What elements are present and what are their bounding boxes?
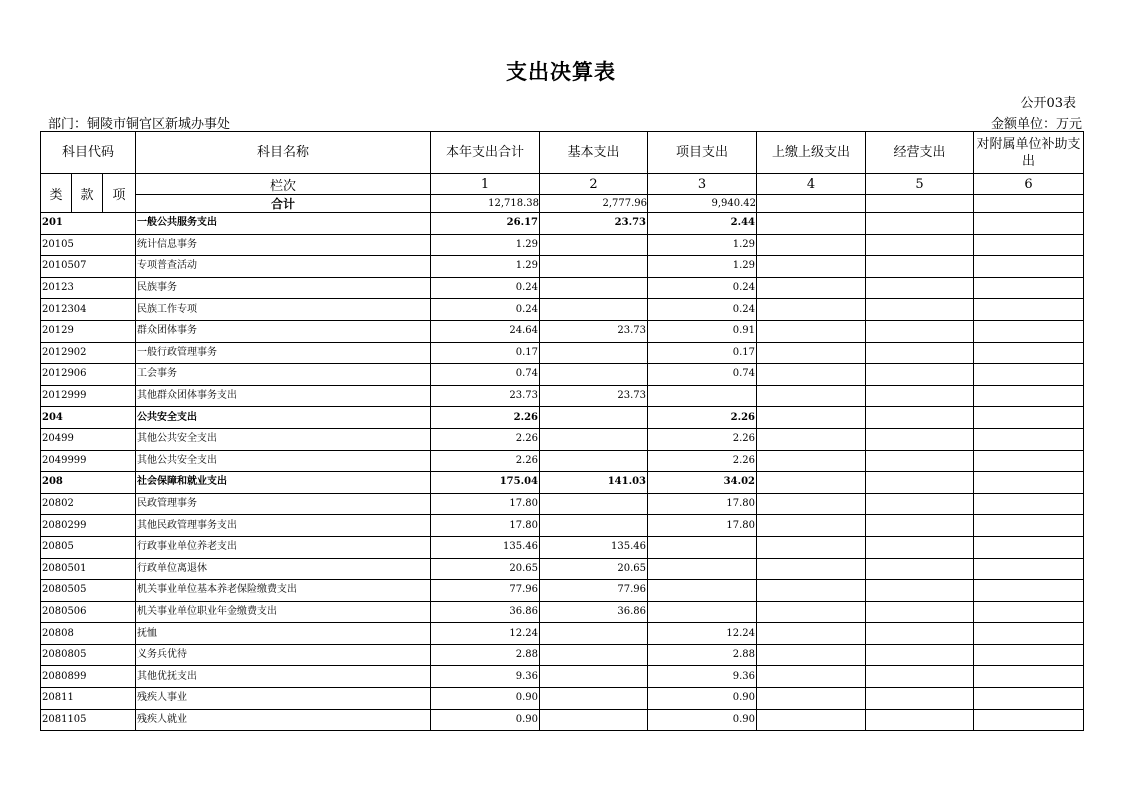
row-name: 公共安全支出 bbox=[136, 407, 431, 429]
row-subsidy bbox=[974, 644, 1084, 666]
row-basic bbox=[540, 342, 648, 364]
table-row bbox=[41, 213, 1084, 235]
row-total: 2.88 bbox=[431, 644, 540, 666]
row-upper bbox=[757, 709, 866, 731]
table-row bbox=[41, 493, 1084, 515]
row-business bbox=[866, 234, 974, 256]
page-title: 支出决算表 bbox=[506, 60, 616, 84]
row-project: 34.02 bbox=[648, 472, 757, 494]
row-business bbox=[866, 536, 974, 558]
row-upper bbox=[757, 472, 866, 494]
row-upper bbox=[757, 428, 866, 450]
row-total: 1.29 bbox=[431, 234, 540, 256]
row-upper bbox=[757, 256, 866, 278]
row-total: 17.80 bbox=[431, 493, 540, 515]
row-basic bbox=[540, 277, 648, 299]
row-name: 一般公共服务支出 bbox=[136, 213, 431, 235]
row-name: 其他公共安全支出 bbox=[136, 450, 431, 472]
row-name: 统计信息事务 bbox=[136, 234, 431, 256]
row-total: 0.74 bbox=[431, 364, 540, 386]
row-business bbox=[866, 342, 974, 364]
row-code: 2080501 bbox=[41, 558, 136, 580]
row-name: 行政单位离退休 bbox=[136, 558, 431, 580]
row-basic bbox=[540, 407, 648, 429]
row-code: 2080299 bbox=[41, 515, 136, 537]
row-business bbox=[866, 320, 974, 342]
table-row bbox=[41, 277, 1084, 299]
row-code: 2012999 bbox=[41, 385, 136, 407]
row-business bbox=[866, 580, 974, 602]
row-total: 0.24 bbox=[431, 299, 540, 321]
row-code: 2081105 bbox=[41, 709, 136, 731]
row-project: 0.90 bbox=[648, 709, 757, 731]
row-code: 20499 bbox=[41, 428, 136, 450]
row-subsidy bbox=[974, 558, 1084, 580]
header-name: 科目名称 bbox=[136, 132, 431, 174]
row-business bbox=[866, 385, 974, 407]
row-name: 民族事务 bbox=[136, 277, 431, 299]
row-code: 20805 bbox=[41, 536, 136, 558]
row-business bbox=[866, 623, 974, 645]
row-project: 0.24 bbox=[648, 277, 757, 299]
row-name: 民政管理事务 bbox=[136, 493, 431, 515]
row-name: 群众团体事务 bbox=[136, 320, 431, 342]
row-subsidy bbox=[974, 493, 1084, 515]
col-index: 1 bbox=[431, 174, 540, 195]
col-index: 3 bbox=[648, 174, 757, 195]
row-name: 抚恤 bbox=[136, 623, 431, 645]
row-name: 民族工作专项 bbox=[136, 299, 431, 321]
row-total: 17.80 bbox=[431, 515, 540, 537]
header-row bbox=[41, 132, 1084, 174]
row-project: 2.26 bbox=[648, 428, 757, 450]
row-total: 0.90 bbox=[431, 709, 540, 731]
row-subsidy bbox=[974, 688, 1084, 710]
row-upper bbox=[757, 407, 866, 429]
row-business bbox=[866, 450, 974, 472]
total-business bbox=[866, 195, 974, 213]
row-upper bbox=[757, 299, 866, 321]
row-code: 20811 bbox=[41, 688, 136, 710]
row-name: 一般行政管理事务 bbox=[136, 342, 431, 364]
row-project: 2.44 bbox=[648, 213, 757, 235]
row-project: 12.24 bbox=[648, 623, 757, 645]
row-code: 2012304 bbox=[41, 299, 136, 321]
row-code: 204 bbox=[41, 407, 136, 429]
row-business bbox=[866, 644, 974, 666]
row-total: 0.17 bbox=[431, 342, 540, 364]
row-code: 2012906 bbox=[41, 364, 136, 386]
total-row bbox=[41, 195, 1084, 213]
row-total: 23.73 bbox=[431, 385, 540, 407]
row-name: 其他民政管理事务支出 bbox=[136, 515, 431, 537]
row-name: 其他公共安全支出 bbox=[136, 428, 431, 450]
row-total: 175.04 bbox=[431, 472, 540, 494]
row-basic: 141.03 bbox=[540, 472, 648, 494]
row-business bbox=[866, 558, 974, 580]
row-upper bbox=[757, 601, 866, 623]
row-basic: 23.73 bbox=[540, 320, 648, 342]
table-row bbox=[41, 450, 1084, 472]
row-total: 1.29 bbox=[431, 256, 540, 278]
table-row bbox=[41, 558, 1084, 580]
row-business bbox=[866, 407, 974, 429]
table-row bbox=[41, 364, 1084, 386]
total-basic: 2,777.96 bbox=[540, 195, 648, 213]
table-row bbox=[41, 407, 1084, 429]
row-subsidy bbox=[974, 623, 1084, 645]
total-amount: 12,718.38 bbox=[431, 195, 540, 213]
row-name: 工会事务 bbox=[136, 364, 431, 386]
col-index: 5 bbox=[866, 174, 974, 195]
table-row bbox=[41, 666, 1084, 688]
row-total: 135.46 bbox=[431, 536, 540, 558]
row-basic bbox=[540, 428, 648, 450]
header-basic: 基本支出 bbox=[540, 132, 648, 174]
row-business bbox=[866, 515, 974, 537]
index-row bbox=[41, 174, 1084, 195]
row-code: 2049999 bbox=[41, 450, 136, 472]
row-basic bbox=[540, 688, 648, 710]
row-code: 2080805 bbox=[41, 644, 136, 666]
row-basic bbox=[540, 623, 648, 645]
row-subsidy bbox=[974, 385, 1084, 407]
table-row bbox=[41, 601, 1084, 623]
row-upper bbox=[757, 515, 866, 537]
row-project: 1.29 bbox=[648, 256, 757, 278]
row-basic bbox=[540, 234, 648, 256]
table-row bbox=[41, 428, 1084, 450]
row-upper bbox=[757, 623, 866, 645]
row-project: 2.88 bbox=[648, 644, 757, 666]
row-project: 1.29 bbox=[648, 234, 757, 256]
row-project: 2.26 bbox=[648, 450, 757, 472]
row-basic bbox=[540, 493, 648, 515]
row-code: 20123 bbox=[41, 277, 136, 299]
table-row bbox=[41, 299, 1084, 321]
row-basic bbox=[540, 709, 648, 731]
table-row bbox=[41, 320, 1084, 342]
row-upper bbox=[757, 320, 866, 342]
row-basic bbox=[540, 515, 648, 537]
row-business bbox=[866, 601, 974, 623]
col-index: 6 bbox=[974, 174, 1084, 195]
row-basic bbox=[540, 364, 648, 386]
row-code: 208 bbox=[41, 472, 136, 494]
row-business bbox=[866, 299, 974, 321]
row-code: 201 bbox=[41, 213, 136, 235]
row-code: 2012902 bbox=[41, 342, 136, 364]
row-project bbox=[648, 536, 757, 558]
row-business bbox=[866, 256, 974, 278]
row-upper bbox=[757, 364, 866, 386]
header-subsidy: 对附属单位补助支出 bbox=[974, 132, 1084, 174]
table-row bbox=[41, 709, 1084, 731]
row-business bbox=[866, 428, 974, 450]
row-code: 20105 bbox=[41, 234, 136, 256]
header-xiang: 项 bbox=[103, 174, 136, 213]
table-row bbox=[41, 256, 1084, 278]
row-subsidy bbox=[974, 256, 1084, 278]
row-business bbox=[866, 277, 974, 299]
row-code: 20808 bbox=[41, 623, 136, 645]
row-project: 17.80 bbox=[648, 515, 757, 537]
row-total: 24.64 bbox=[431, 320, 540, 342]
row-project: 0.90 bbox=[648, 688, 757, 710]
row-total: 2.26 bbox=[431, 407, 540, 429]
header-business: 经营支出 bbox=[866, 132, 974, 174]
total-label: 合计 bbox=[136, 195, 431, 213]
row-basic: 23.73 bbox=[540, 213, 648, 235]
row-upper bbox=[757, 536, 866, 558]
row-project bbox=[648, 385, 757, 407]
row-upper bbox=[757, 558, 866, 580]
row-basic: 36.86 bbox=[540, 601, 648, 623]
row-subsidy bbox=[974, 515, 1084, 537]
row-basic: 77.96 bbox=[540, 580, 648, 602]
row-business bbox=[866, 364, 974, 386]
header-code: 科目代码 bbox=[41, 132, 136, 174]
row-upper bbox=[757, 688, 866, 710]
row-upper bbox=[757, 666, 866, 688]
header-kuan: 款 bbox=[72, 174, 103, 213]
row-project bbox=[648, 558, 757, 580]
row-subsidy bbox=[974, 364, 1084, 386]
row-business bbox=[866, 688, 974, 710]
row-business bbox=[866, 213, 974, 235]
row-basic bbox=[540, 256, 648, 278]
row-total: 0.90 bbox=[431, 688, 540, 710]
row-name: 机关事业单位职业年金缴费支出 bbox=[136, 601, 431, 623]
row-code: 2010507 bbox=[41, 256, 136, 278]
row-upper bbox=[757, 277, 866, 299]
table-row bbox=[41, 342, 1084, 364]
row-subsidy bbox=[974, 536, 1084, 558]
row-subsidy bbox=[974, 234, 1084, 256]
header-lanci: 栏次 bbox=[136, 174, 431, 195]
department-label: 部门：铜陵市铜官区新城办事处 bbox=[48, 117, 231, 132]
row-name: 其他优抚支出 bbox=[136, 666, 431, 688]
row-upper bbox=[757, 385, 866, 407]
row-upper bbox=[757, 213, 866, 235]
row-total: 20.65 bbox=[431, 558, 540, 580]
row-subsidy bbox=[974, 666, 1084, 688]
row-subsidy bbox=[974, 213, 1084, 235]
row-basic bbox=[540, 450, 648, 472]
header-project: 项目支出 bbox=[648, 132, 757, 174]
row-project: 9.36 bbox=[648, 666, 757, 688]
row-code: 2080505 bbox=[41, 580, 136, 602]
row-business bbox=[866, 493, 974, 515]
total-subsidy bbox=[974, 195, 1084, 213]
header-lei: 类 bbox=[41, 174, 72, 213]
table-row bbox=[41, 515, 1084, 537]
row-project bbox=[648, 580, 757, 602]
row-total: 77.96 bbox=[431, 580, 540, 602]
row-subsidy bbox=[974, 580, 1084, 602]
row-basic bbox=[540, 644, 648, 666]
row-project bbox=[648, 601, 757, 623]
row-total: 12.24 bbox=[431, 623, 540, 645]
row-total: 36.86 bbox=[431, 601, 540, 623]
row-subsidy bbox=[974, 277, 1084, 299]
row-name: 机关事业单位基本养老保险缴费支出 bbox=[136, 580, 431, 602]
row-basic: 23.73 bbox=[540, 385, 648, 407]
row-basic: 135.46 bbox=[540, 536, 648, 558]
row-subsidy bbox=[974, 342, 1084, 364]
header-total: 本年支出合计 bbox=[431, 132, 540, 174]
row-upper bbox=[757, 644, 866, 666]
row-subsidy bbox=[974, 450, 1084, 472]
row-code: 20802 bbox=[41, 493, 136, 515]
row-total: 2.26 bbox=[431, 450, 540, 472]
row-upper bbox=[757, 342, 866, 364]
row-upper bbox=[757, 450, 866, 472]
row-name: 行政事业单位养老支出 bbox=[136, 536, 431, 558]
row-name: 义务兵优待 bbox=[136, 644, 431, 666]
row-project: 17.80 bbox=[648, 493, 757, 515]
row-subsidy bbox=[974, 299, 1084, 321]
total-upper bbox=[757, 195, 866, 213]
row-project: 0.24 bbox=[648, 299, 757, 321]
table-row bbox=[41, 234, 1084, 256]
table-row bbox=[41, 580, 1084, 602]
row-name: 专项普查活动 bbox=[136, 256, 431, 278]
row-business bbox=[866, 666, 974, 688]
row-total: 2.26 bbox=[431, 428, 540, 450]
table-row bbox=[41, 385, 1084, 407]
row-business bbox=[866, 472, 974, 494]
table-row bbox=[41, 536, 1084, 558]
row-total: 26.17 bbox=[431, 213, 540, 235]
row-project: 0.91 bbox=[648, 320, 757, 342]
row-upper bbox=[757, 580, 866, 602]
row-code: 2080899 bbox=[41, 666, 136, 688]
row-name: 残疾人就业 bbox=[136, 709, 431, 731]
col-index: 4 bbox=[757, 174, 866, 195]
row-subsidy bbox=[974, 709, 1084, 731]
row-project: 0.74 bbox=[648, 364, 757, 386]
row-upper bbox=[757, 234, 866, 256]
row-subsidy bbox=[974, 407, 1084, 429]
form-number: 公开03表 bbox=[1020, 96, 1076, 111]
amount-unit-label: 金额单位：万元 bbox=[990, 117, 1082, 132]
row-project: 2.26 bbox=[648, 407, 757, 429]
header-upper: 上缴上级支出 bbox=[757, 132, 866, 174]
row-total: 0.24 bbox=[431, 277, 540, 299]
row-project: 0.17 bbox=[648, 342, 757, 364]
col-index: 2 bbox=[540, 174, 648, 195]
row-business bbox=[866, 709, 974, 731]
row-basic bbox=[540, 299, 648, 321]
row-basic: 20.65 bbox=[540, 558, 648, 580]
row-subsidy bbox=[974, 320, 1084, 342]
row-upper bbox=[757, 493, 866, 515]
row-code: 2080506 bbox=[41, 601, 136, 623]
total-project: 9,940.42 bbox=[648, 195, 757, 213]
expenditure-table bbox=[40, 131, 1084, 731]
row-name: 残疾人事业 bbox=[136, 688, 431, 710]
row-total: 9.36 bbox=[431, 666, 540, 688]
row-name: 社会保障和就业支出 bbox=[136, 472, 431, 494]
table-row bbox=[41, 688, 1084, 710]
row-subsidy bbox=[974, 428, 1084, 450]
row-basic bbox=[540, 666, 648, 688]
table-row bbox=[41, 623, 1084, 645]
row-subsidy bbox=[974, 601, 1084, 623]
row-subsidy bbox=[974, 472, 1084, 494]
row-name: 其他群众团体事务支出 bbox=[136, 385, 431, 407]
table-row bbox=[41, 644, 1084, 666]
table-row bbox=[41, 472, 1084, 494]
row-code: 20129 bbox=[41, 320, 136, 342]
